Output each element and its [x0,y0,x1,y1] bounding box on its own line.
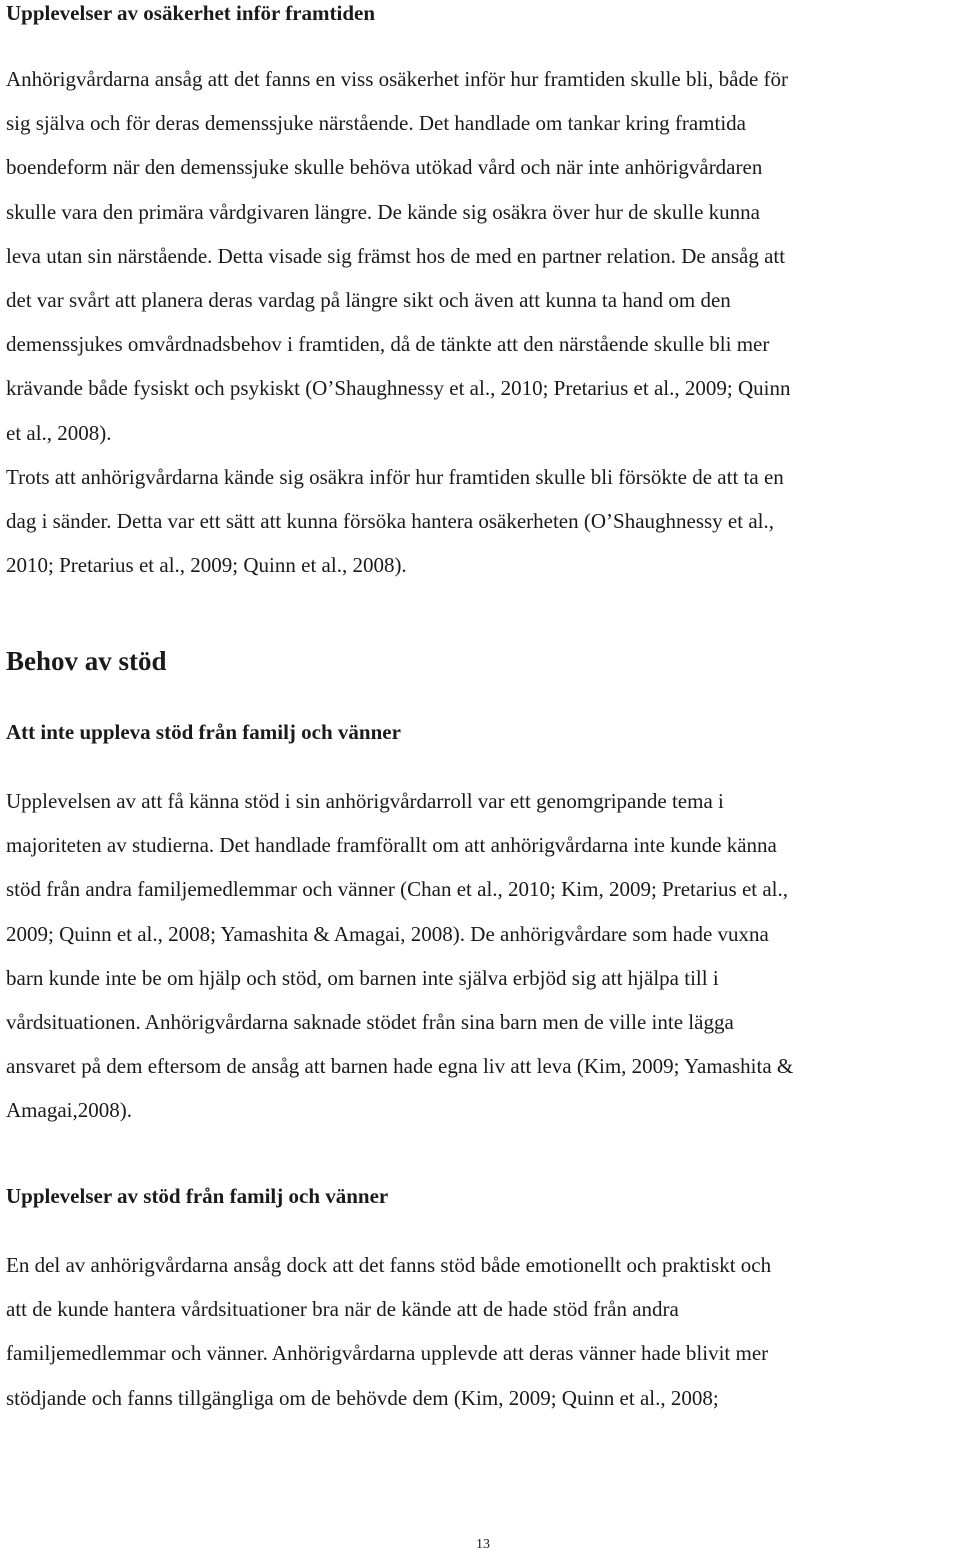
paragraph-uncertainty-1: Anhörigvårdarna ansåg att det fanns en viss osäkerhet inför hur framtiden skulle bli, både för sig själva och för deras demenssjuke närstående. Det handlade om tankar kring framtida boendeform när den demenssjuke skulle behöva utökad vård och när inte anhörigvårdaren skulle vara den primära vårdgivaren längre. De kände sig osäkra över hur de skulle kunna leva utan sin närstående. Detta visade sig främst hos de med en partner relation. De ansåg att det var svårt att planera deras vardag på längre sikt och även att kunna ta hand om den demenssjukes omvårdnadsbehov i framtiden, då de tänkte att den närstående skulle bli mer krävande både fysiskt och psykiskt (O’Shaughnessy et al., 2010; Pretarius et al., 2009; Quinn et al., 2008). [6,67,791,445]
main-heading-support: Behov av stöd [6,646,167,676]
section-heading-no-support: Att inte uppleva stöd från familj och vänner [6,720,401,744]
paragraph-support-experience: En del av anhörigvårdarna ansåg dock att det fanns stöd både emotionellt och praktiskt och att de kunde hantera vårdsituationer bra när de kände att de hade stöd från andra familjemedlemmar och vänner. Anhörigvårdarna upplevde att deras vänner hade blivit mer stödjande och fanns tillgängliga om de behövde dem (Kim, 2009; Quinn et al., 2008; [6,1253,772,1410]
paragraph-no-support: Upplevelsen av att få känna stöd i sin anhörigvårdarroll var ett genomgripande tema i majoriteten av studierna. Det handlade framförallt om att anhörigvårdarna inte kunde känna stöd från andra familjemedlemmar och vänner (Chan et al., 2010; Kim, 2009; Pretarius et al., 2009; Quinn et al., 2008; Yamashita & Amagai, 2008). De anhörigvårdare som hade vuxna barn kunde inte be om hjälp och stöd, om barnen inte själva erbjöd sig att hjälpa till i vårdsituationen. Anhörigvårdarna saknade stödet från sina barn men de ville inte lägga ansvaret på dem eftersom de ansåg att barnen hade egna liv att leva (Kim, 2009; Yamashita & Amagai,2008). [6,789,794,1123]
section-heading-support-experience: Upplevelser av stöd från familj och vänner [6,1184,389,1208]
paragraph-uncertainty-2: Trots att anhörigvårdarna kände sig osäkra inför hur framtiden skulle bli försökte de att ta en dag i sänder. Detta var ett sätt att kunna försöka hantera osäkerheten (O’Shaughnessy et al., 2010; Pretarius et al., 2009; Quinn et al., 2008). [6,465,784,578]
page-number: 13 [476,1537,490,1552]
section-heading-uncertainty: Upplevelser av osäkerhet inför framtiden [6,1,376,25]
